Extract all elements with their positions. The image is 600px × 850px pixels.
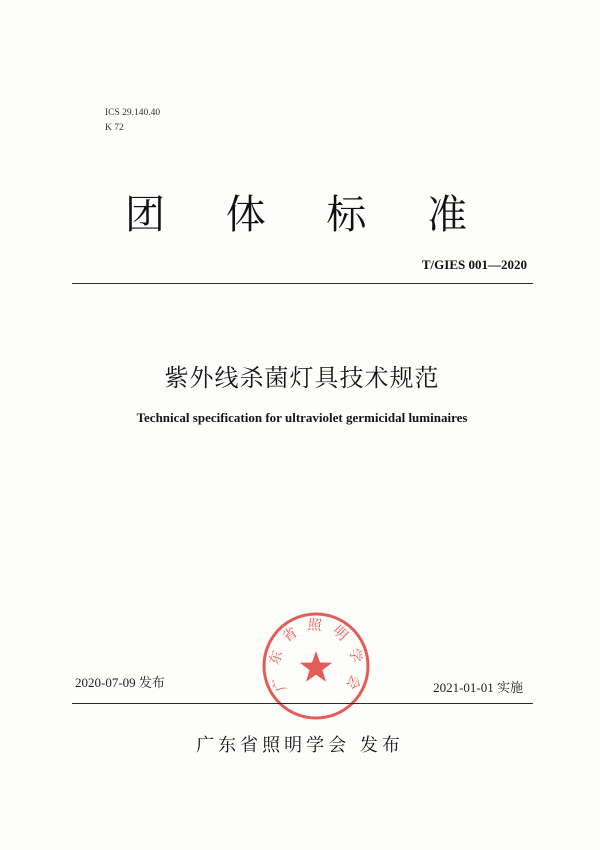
standard-type-title: 团 体 标 准 xyxy=(125,192,492,238)
publisher-line: 广东省照明学会 发布 xyxy=(196,735,404,756)
classification-codes xyxy=(105,106,160,136)
bottom-divider xyxy=(72,703,533,704)
implementation-date: 2021-01-01 实施 xyxy=(433,680,523,695)
document-title-chinese: 紫外线杀菌灯具技术规范 xyxy=(164,364,440,392)
seal-star-icon xyxy=(300,651,332,682)
official-seal xyxy=(256,606,376,726)
top-divider xyxy=(72,283,533,284)
issue-date: 2020-07-09 发布 xyxy=(75,675,165,690)
standard-number: T/GIES 001—2020 xyxy=(421,257,527,272)
seal-text-path: 广东省照明学会 xyxy=(266,617,366,701)
document-title-english: Technical specification for ultraviolet germicidal luminaires xyxy=(136,410,468,425)
ccs-code: K 72 xyxy=(105,123,124,133)
ics-code: ICS 29.140.40 xyxy=(105,108,161,118)
